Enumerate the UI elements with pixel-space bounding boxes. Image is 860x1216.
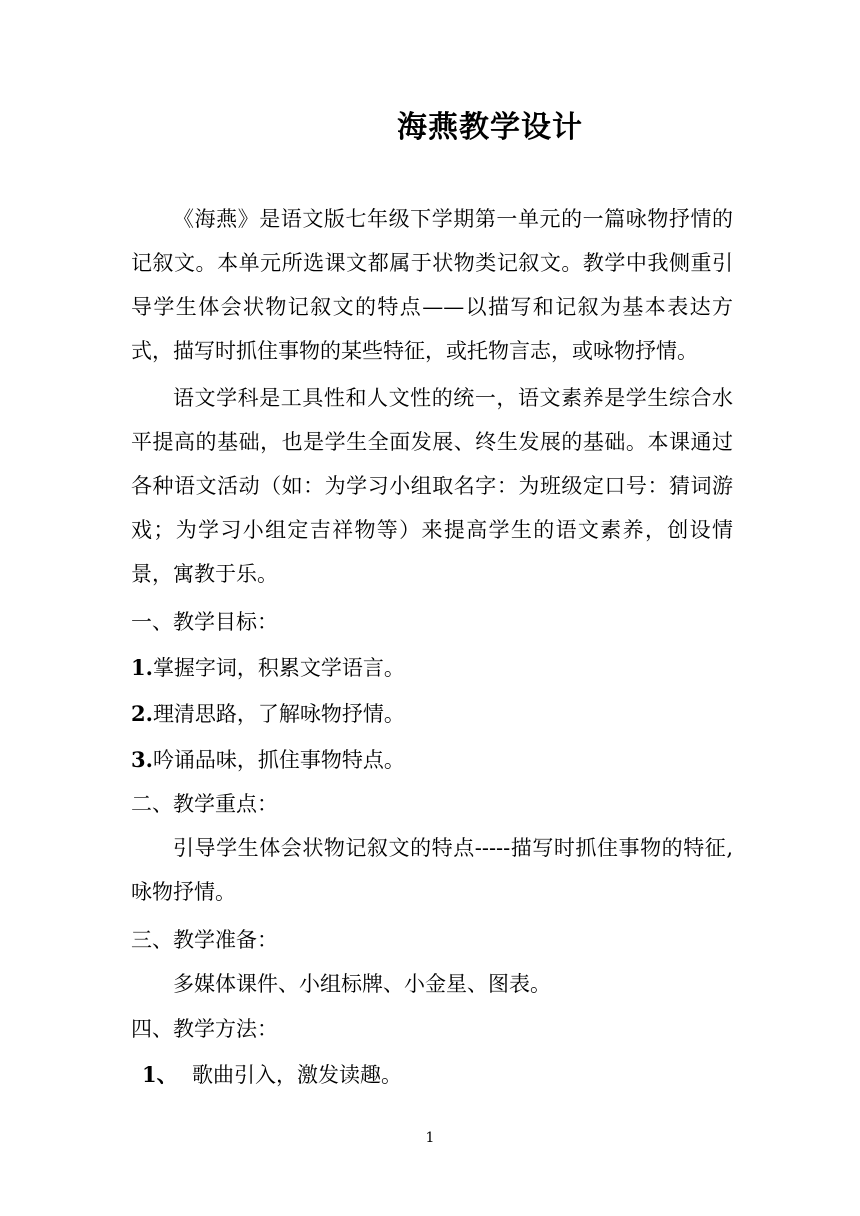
intro-paragraph-1: 《海燕》是语文版七年级下学期第一单元的一篇咏物抒情的记叙文。本单元所选课文都属于状物类记叙文。教学中我侧重引导学生体会状物记叙文的特点——以描写和记叙为基本表达方式，描写时抓住事物的某些特征，或托物言志，或咏物抒情。 xyxy=(131,207,733,363)
intro-paragraph-2: 语文学科是工具性和人文性的统一，语文素养是学生综合水平提高的基础，也是学生全面发展、终生发展的基础。本课通过各种语文活动（如：为学习小组取名字：为班级定口号：猜词游戏；为学习小组定吉祥物等）来提高学生的语文素养，创设情景，寓教于乐。 xyxy=(131,386,733,586)
focus-heading: 二、教学重点： xyxy=(131,792,278,816)
goal-item-text: 掌握字词，积累文学语言。 xyxy=(152,656,405,680)
goal-item-number: 2. xyxy=(131,701,153,726)
goal-item-1 xyxy=(131,646,741,690)
focus-text: 引导学生体会状物记叙文的特点-----描写时抓住事物的特征,咏物抒情。 xyxy=(131,836,733,904)
page-title: 海燕教学设计 xyxy=(397,110,583,145)
page-number: 1 xyxy=(425,1130,435,1146)
methods-heading: 四、教学方法： xyxy=(131,1017,278,1041)
goal-item-text: 吟诵品味，抓住事物特点。 xyxy=(152,748,405,772)
prep-heading: 三、教学准备： xyxy=(131,928,278,952)
goal-item-number: 3. xyxy=(131,747,153,772)
goal-item-2 xyxy=(131,692,741,736)
goals-heading: 一、教学目标： xyxy=(131,610,278,634)
goal-item-3 xyxy=(131,738,741,782)
method-item-number: 1、 xyxy=(142,1062,178,1087)
prep-text: 多媒体课件、小组标牌、小金星、图表。 xyxy=(173,972,551,996)
goal-item-number: 1. xyxy=(131,655,153,680)
goal-item-text: 理清思路，了解咏物抒情。 xyxy=(152,702,405,726)
method-item-1 xyxy=(142,1053,402,1097)
method-item-text: 歌曲引入，激发读趣。 xyxy=(192,1063,402,1087)
